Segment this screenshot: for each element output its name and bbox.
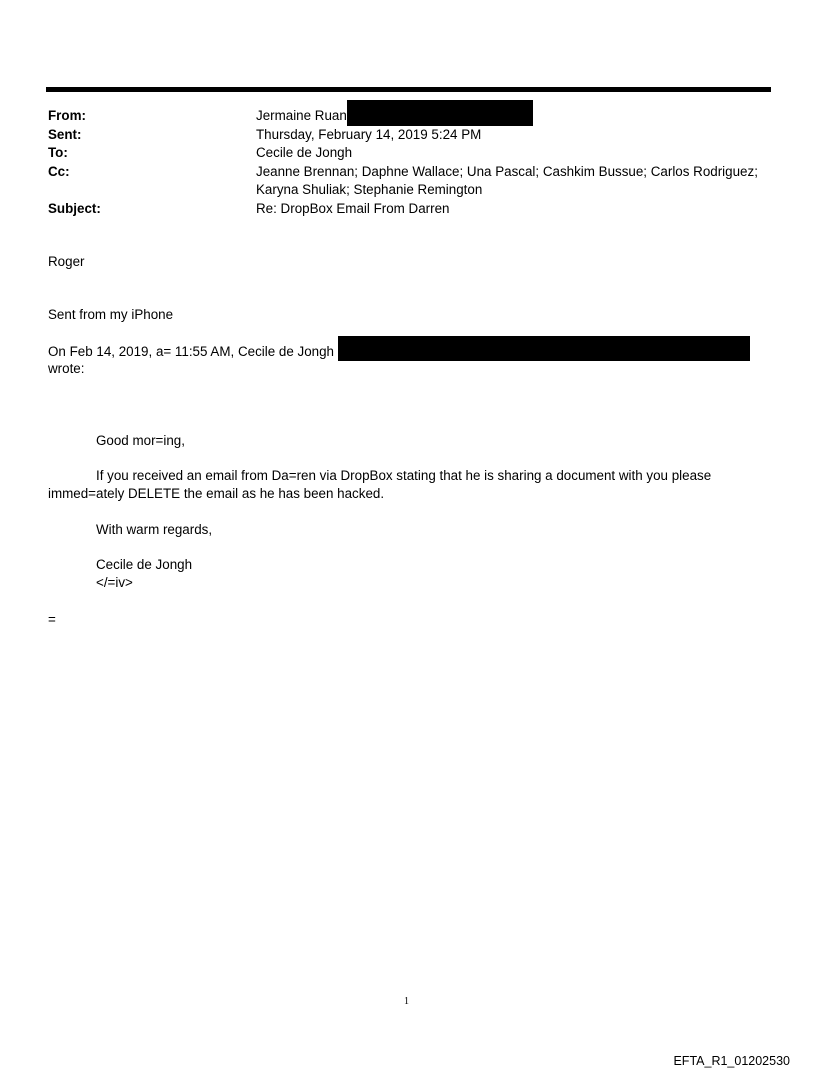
to-row — [48, 144, 768, 162]
page-number: 1 — [404, 996, 409, 1007]
cc-line-2: Karyna Shuliak; Stephanie Remington — [256, 182, 483, 198]
quote-intro — [48, 343, 750, 361]
sent-label: Sent: — [48, 127, 82, 142]
reply-text: Roger — [48, 254, 85, 269]
from-value: Jermaine Ruan — [256, 108, 347, 123]
cc-row — [48, 163, 768, 200]
quote-intro-text: On Feb 14, 2019, a= 11:55 AM, Cecile de Jongh — [48, 344, 334, 359]
sender-name: Cecile de Jongh — [96, 557, 193, 572]
subject-label: Subject: — [48, 200, 101, 216]
quote-intro-end: wrote: — [48, 361, 85, 376]
tag-fragment: </=iv> — [96, 575, 133, 590]
subject-value: Re: DropBox Email From Darren — [256, 200, 450, 216]
header-rule — [46, 87, 771, 92]
paragraph-line-2: immed=ately DELETE the email as he has been hacked. — [48, 486, 385, 501]
redaction-box — [347, 100, 533, 126]
from-row — [48, 107, 768, 126]
to-value: Cecile de Jongh — [256, 145, 353, 161]
redaction-box — [338, 336, 750, 361]
from-label: From: — [48, 108, 86, 123]
from-value-wrap — [256, 107, 768, 126]
closing: With warm regards, — [96, 522, 213, 537]
mobile-signature: Sent from my iPhone — [48, 307, 174, 322]
paragraph-line-1: If you received an email from Da=ren via DropBox stating that he is sharing a document with you please — [96, 468, 712, 483]
bates-number: EFTA_R1_01202530 — [673, 1054, 790, 1068]
trailing-char: = — [48, 612, 56, 627]
subject-row — [48, 200, 768, 218]
cc-line-1: Jeanne Brennan; Daphne Wallace; Una Pascal; Cashkim Bussue; Carlos Rodriguez; — [256, 163, 758, 179]
cc-label: Cc: — [48, 163, 70, 179]
sent-value: Thursday, February 14, 2019 5:24 PM — [256, 127, 482, 142]
to-label: To: — [48, 145, 68, 161]
email-header — [48, 107, 768, 218]
greeting: Good mor=ing, — [96, 433, 185, 448]
sent-row — [48, 126, 768, 144]
cc-value — [256, 163, 768, 200]
